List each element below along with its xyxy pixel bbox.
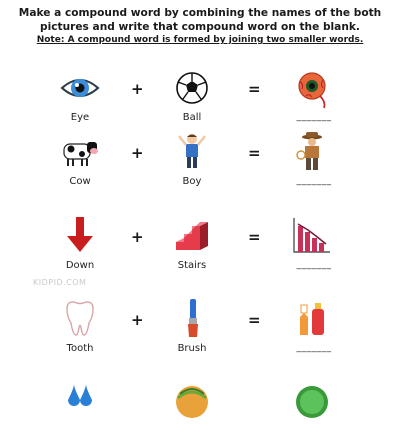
stairs-icon (170, 214, 214, 258)
word-2-label: Boy (182, 176, 202, 187)
answer-blank[interactable]: _______ (296, 343, 332, 353)
watermark: KIDPID.COM (33, 278, 87, 287)
exercise-row-2 (0, 130, 400, 190)
plus-sign: + (131, 80, 144, 98)
tooth-icon (58, 297, 102, 341)
paint-brush-icon (170, 297, 214, 341)
exercise-row-5 (0, 380, 400, 440)
equals-sign: = (248, 80, 261, 98)
exercise-row-4 (0, 297, 400, 357)
answer-blank[interactable]: _______ (296, 112, 332, 122)
watermelon-icon (290, 380, 334, 424)
boy-icon (170, 130, 214, 174)
water-drops-icon (58, 380, 102, 424)
down-arrow-icon (58, 214, 102, 258)
eyeball-icon (290, 66, 334, 110)
word-1-label: Tooth (66, 343, 94, 354)
cowboy-icon (290, 130, 334, 174)
plus-sign: + (131, 228, 144, 246)
toothbrush-toothpaste-icon (290, 297, 334, 341)
instructions: Make a compound word by combining the names of the both pictures and write that compound word on the blank. (18, 7, 382, 33)
word-2-label: Stairs (177, 260, 207, 271)
note: Note: A compound word is formed by joining two smaller words. (36, 35, 364, 45)
soccer-ball-icon (170, 66, 214, 110)
exercise-row-3 (0, 214, 400, 274)
word-1-label: Eye (70, 112, 90, 123)
melon-icon (170, 380, 214, 424)
answer-blank[interactable]: _______ (296, 176, 332, 186)
cow-icon (58, 130, 102, 174)
equals-sign: = (248, 144, 261, 162)
word-1-label: Cow (69, 176, 91, 187)
word-1-label: Down (65, 260, 95, 271)
plus-sign: + (131, 144, 144, 162)
equals-sign: = (248, 228, 261, 246)
plus-sign: + (131, 311, 144, 329)
downstairs-chart-icon (290, 214, 334, 258)
exercise-row-1 (0, 66, 400, 126)
eye-icon (58, 66, 102, 110)
equals-sign: = (248, 311, 261, 329)
answer-blank[interactable]: _______ (296, 260, 332, 270)
word-2-label: Brush (177, 343, 207, 354)
word-2-label: Ball (182, 112, 202, 123)
